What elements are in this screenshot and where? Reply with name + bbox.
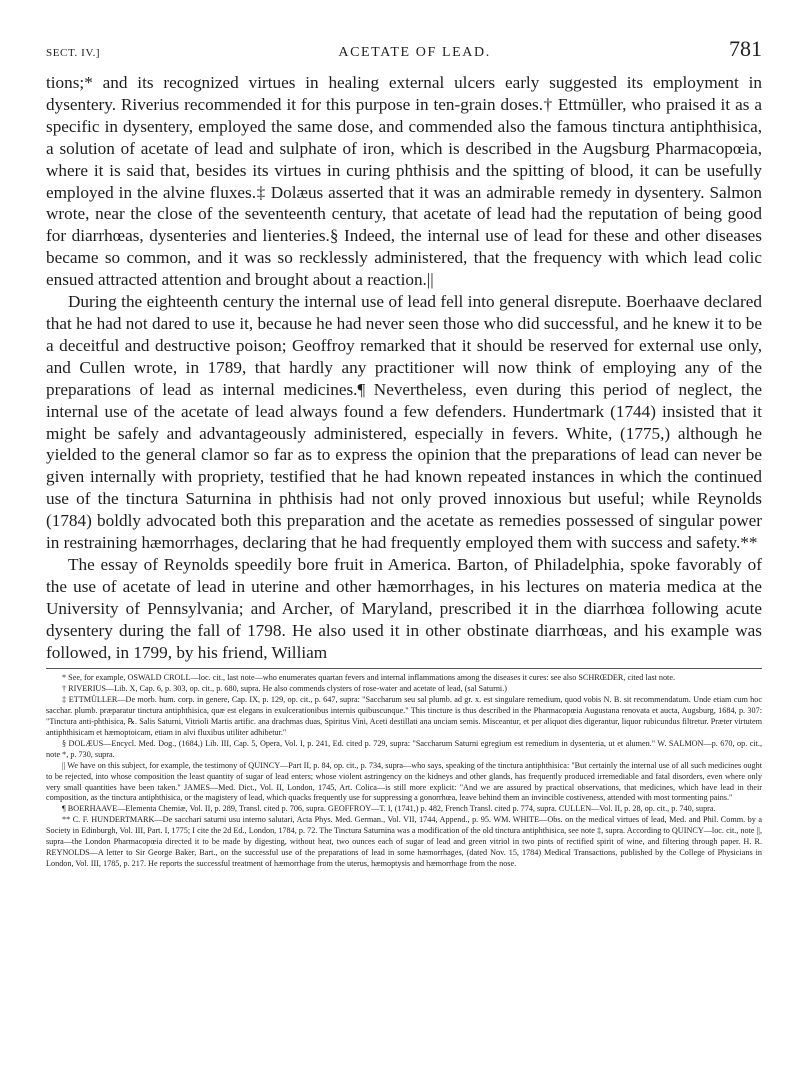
footnote: ¶ BOERHAAVE—Elementa Chemiæ, Vol. II, p. 289, Transl. cited p. 706, supra. GEOFFROY—T. I, (1741,) p. 482, French Transl. cited p. 774, supra. CULLEN—Vol. II, p. 28, op. cit., p. 740, supra. [62,804,716,814]
section-label: SECT. IV.] [46,47,101,59]
footnote: ‡ ETTMÜLLER—De morb. hum. corp. in genere, Cap. IX, p. 129, op. cit., p. 647, supra: "Saccharum seu sal plumb. ad gr. x. est singulare remedium, quod vobis N. B. sit recommendatum. Unde etiam cum hoc sacchar. plumb. præparatur tinctura antiphthisica, quæ est elegans in exulcerationibus internis quibuscunque." This tincture is thus described in the Pharmacopœia Augustana renovata et aucta, Augsburg, 1684, p. 307: "Tinctura anti-phthisica, ℞. Salis Saturni, Vitrioli Martis artific. ana drachmas duas, Spiritus Vini, Aceti destillati ana unciam semis. Misceantur, et per aliquot dies digerantur, liquor rubicundus filtretur. Præter virtutem antiphthisicam et hæmoptoicam, etiam in alvi fluxibus utiliter adhibetur." [46,695,762,737]
footnote: || We have on this subject, for example, the testimony of QUINCY—Part II, p. 84, op. cit., p. 734, supra—who says, speaking of the tinctura antiphthisica: "But certainly the internal use of all such medicines ought to be rejected, into whose composition the least quantity of sugar of lead enters; whose violent astringency on the kidneys and other glands, has frequently produced irremediable and fatal disorders, even where only very small quantities have been taken." JAMES—Med. Dict., Vol. II, London, 1745, Art. Colica—is still more explicit: "And we are assured by practical observations, that medicines, which have lead in their composition, as the tinctura antiphthisica, or the magistery of lead, which quacks frequently use for suppressing a gonorrhœa, leave behind them an invincible costiveness, attended with most tormenting pains." [46,760,762,803]
footnote: ** C. F. HUNDERTMARK—De sacchari saturni usu interno salutari, Acta Phys. Med. German., Vol. VII, 1744, Append., p. 95. WM. WHITE—Obs. on the medical virtues of lead, Med. and Phil. Comm. by a Society in Edinburgh, Vol. III, Part. I, 1775; I cite the 2d Ed., London, 1784, p. 72. The Tinctura Saturnina was a modification of the old tinctura antiphthisica, see note ‡, supra. According to QUINCY—loc. cit., note ||, supra—the London Pharmacopœia directed it to be made by digesting, without heat, two ounces each of sugar of lead and green vitriol in two pints of rectified spirit of wine, and filtering through paper. H. R. REYNOLDS—A letter to Sir George Baker, Bart., on the successful use of the preparations of lead in some hæmorrhages, (dated Nov. 15, 1784) Medical Transactions, published by the College of Physicians in London, Vol. III, 1785, p. 217. He reports the successful treatment of hæmorrhage from the uterus, hæmoptysis and hæmorrhage from the nose. [46,815,762,868]
body-paragraph: tions;* and its recognized virtues in healing external ulcers early suggested its employment in dysentery. Riverius recommended it for this purpose in ten-grain doses.† Ettmüller, who praised it as a specific in dysentery, employed the same dose, and commended also the famous tinctura antiphthisica, a solution of acetate of lead and sulphate of iron, which is described in the Augsburg Pharmacopœia, where it is said that, besides its virtues in curing phthisis and the spitting of blood, it can be usefully employed in the alvine fluxes.‡ Dolæus asserted that it was an admirable remedy in dysentery. Salmon wrote, near the close of the seventeenth century, that acetate of lead had the reputation of being good for diarrhœas, dysenteries and lienteries.§ Indeed, the internal use of lead for these and other diseases became so common, and it was so recklessly administered, that the frequency with which lead colic ensued attracted attention and brought about a reaction.|| [46,73,762,290]
page-number: 781 [728,36,762,61]
footnotes [46,673,762,869]
footnote: * See, for example, OSWALD CROLL—loc. cit., last note—who enumerates quartan fevers and internal inflammations among the diseases it cures: see also SCHRŒDER, cited last note. [62,673,676,683]
footnote: † RIVERIUS—Lib. X, Cap. 6, p. 303, op. cit., p. 680, supra. He also commends clysters of rose-water and acetate of lead, (sal Saturni.) [62,684,507,694]
running-head [46,36,762,64]
body-paragraph: The essay of Reynolds speedily bore fruit in America. Barton, of Philadelphia, spoke favorably of the use of acetate of lead in uterine and other hæmorrhages, in his lectures on materia medica at the University of Pennsylvania; and Archer, of Maryland, prescribed it in the diarrhœa following acute dysentery during the fall of 1798. He also used it in other obstinate diarrhœas, and his example was followed, in 1799, by his friend, William [46,554,762,662]
footnote-divider [46,668,762,669]
body-paragraph: During the eighteenth century the internal use of lead fell into general disrepute. Boerhaave declared that he had not dared to use it, because he had never seen those who did successful, and he knew it to be a deceitful and destructive poison; Geoffroy remarked that it should be reserved for external use only, and Cullen wrote, in 1789, that hardly any practitioner will now think of employing any of the preparations of lead as internal medicines.¶ Nevertheless, even during this period of neglect, the internal use of the acetate of lead always found a few defenders. Hundertmark (1744) insisted that it might be safely and advantageously administered, especially in fevers. White, (1775,) although he yielded to the general clamor so far as to express the opinion that the preparations of lead can never be given internally with propriety, testified that he had known repeated instances in which the continued use of the tinctura Saturnina in phthisis had not only proved innoxious but useful; while Reynolds (1784) boldly advocated both this preparation and the acetate as remedies possessed of singular power in restraining hæmorrhages, declaring that he had frequently employed them with success and safety.** [46,292,762,553]
footnote: § DOLÆUS—Encycl. Med. Dog., (1684,) Lib. III, Cap. 5, Opera, Vol. I, p. 241, Ed. cited p. 729, supra: "Saccharum Saturni egregium est remedium in dysenteria, ut et alumen." W. SALMON—p. 670, op. cit., note *, p. 730, supra. [46,738,762,759]
page-title: ACETATE OF LEAD. [338,45,491,60]
main-text [46,72,762,663]
